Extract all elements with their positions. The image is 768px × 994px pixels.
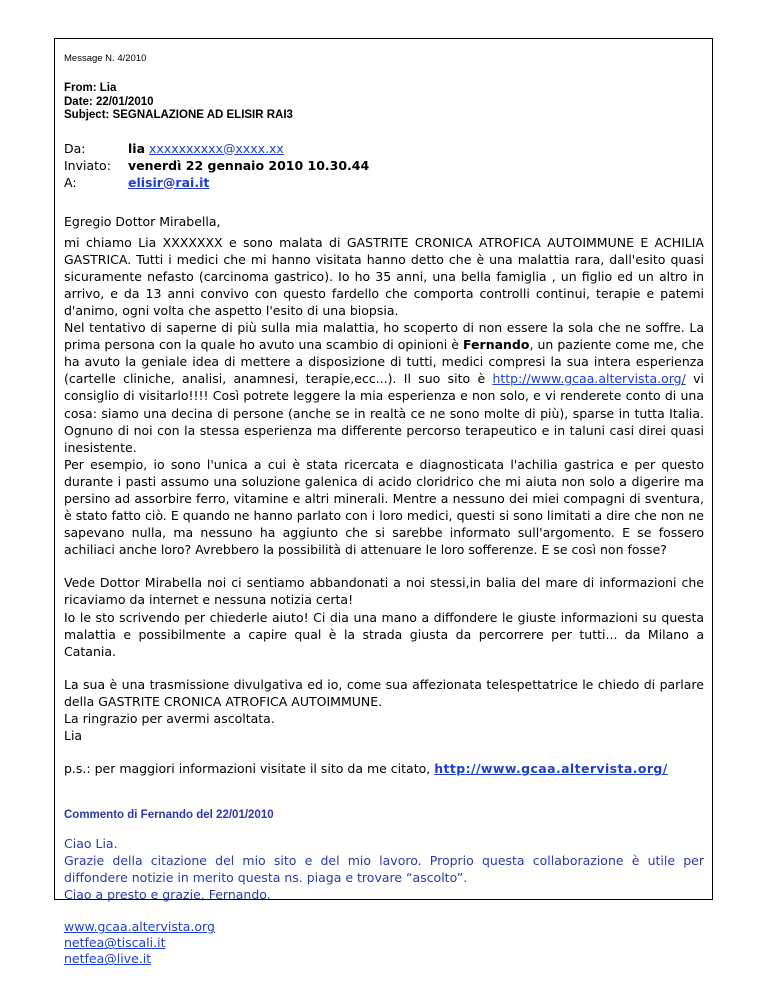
message-header — [64, 82, 704, 123]
letter-greeting: Egregio Dottor Mirabella, — [64, 213, 221, 229]
live-email-link[interactable]: netfea@live.it — [64, 951, 152, 967]
meta-value-to — [128, 174, 369, 191]
meta-label-sent: Inviato: — [64, 157, 111, 173]
meta-label-to: A: — [64, 174, 77, 190]
message-content — [64, 53, 704, 967]
comment-line-2: Grazie della citazione del mio sito e del mio lavoro. Proprio questa collaborazione è utile per diffondere notizie in merito questa ns. piaga e trovare “ascolto”. — [64, 853, 704, 886]
comment-line-1: Ciao Lia. — [64, 836, 118, 852]
recipient-email-link[interactable]: elisir@rai.it — [128, 174, 210, 190]
fernando-name: Fernando — [463, 337, 530, 353]
message-number: Message N. 4/2010 — [64, 53, 147, 64]
meta-value-sent: venerdì 22 gennaio 2010 10.30.44 — [128, 157, 370, 173]
p1b-text-pre: Nel tentativo di saperne di più sulla mia malattia, ho scoperto di non essere la sola che ne soffre. La prima persona con la quale ho avuto una scambio di opinioni è — [64, 320, 704, 353]
ps-text: p.s.: per maggiori informazioni visitate il sito da me citato, — [64, 761, 435, 777]
letter-paragraph-1 — [64, 234, 704, 559]
sender-name: lia — [128, 140, 146, 156]
meta-row-to — [64, 174, 369, 191]
gcaa-site-link[interactable]: http://www.gcaa.altervista.org/ — [492, 371, 686, 387]
letter-paragraph-3 — [64, 676, 704, 744]
letter-body — [64, 213, 704, 778]
gcaa-website-link[interactable]: www.gcaa.altervista.org — [64, 919, 215, 935]
tiscali-email-link[interactable]: netfea@tiscali.it — [64, 935, 166, 951]
p1b-text-post: vi consiglio di visitarlo!!!! Così potrete leggere la mia esperienza e non solo, e vi renderete conto di una cosa: siamo una decina di persone (anche se in realtà ce ne sono molte di più), sparse in tutta Italia. Ognuno di noi con la stessa esperienza ma differente percorso terapeutico e in taluni casi direi quasi inesistente. — [64, 371, 704, 455]
header-date: Date: 22/01/2010 — [64, 95, 154, 108]
letter-paragraph-2 — [64, 574, 704, 659]
comment-body — [64, 835, 704, 903]
letter-p3-b: La ringrazio per avermi ascoltata. — [64, 711, 275, 727]
letter-postscript — [64, 760, 704, 777]
letter-p2-b: Io le sto scrivendo per chiederle aiuto! Ci dia una mano a diffondere le giuste informazioni su questa malattia e possibilmente a capire qual è la strada giusta da percorrere per tutti... da Milano a Catania. — [64, 609, 704, 659]
header-from: From: Lia — [64, 82, 117, 94]
letter-p1-a: mi chiamo Lia XXXXXXX e sono malata di GASTRITE CRONICA ATROFICA AUTOIMMUNE E ACHILIA GASTRICA. Tutti i medici che mi hanno visitata hanno detto che è una malattia rara, dall'esito quasi sicuramente nefasto (carcinoma gastrico). Io ho 35 anni, una bella famiglia , un figlio ed un altro in arrivo, e da 13 anni convivo con questo fardello che comporta controlli continui, terapie e patemi d'animo, ogni volta che aspetto l'esito di una biopsia. — [64, 234, 704, 318]
p1b-text-mid: , un paziente come me, che ha avuto la geniale idea di mettere a disposizione di tutti, medici compresi la sua intera esperienza (cartelle cliniche, analisi, anamnesi, terapie,ecc...). Il suo sito è — [64, 337, 704, 387]
letter-signature: Lia — [64, 728, 83, 744]
letter-p1-c: Per esempio, io sono l'unica a cui è stata ricercata e diagnosticata l'achilia gastrica e per questo durante i pasti assumo una soluzione galenica di acido cloridrico che mi aiuta non solo a digerire ma persino ad assorbire ferro, vitamine e altri minerali. Mentre a nessuno dei miei compagni di sventura, è stato fatto ciò. E quando ne hanno parlato con i loro medici, questi si sono limitati a dire che non ne sapevano nulla, ma nessuno ha aggiunto che si sarebbe informato sull'argomento. E se fossero achiliaci anche loro? Avrebbero la possibilità di attenuare le loro sofferenze. E se così non fosse? — [64, 456, 704, 558]
ps-site-link[interactable]: http://www.gcaa.altervista.org/ — [434, 761, 668, 777]
letter-p1-b — [64, 319, 704, 456]
header-subject: Subject: SEGNALAZIONE AD ELISIR RAI3 — [64, 109, 293, 121]
sender-email-link[interactable]: xxxxxxxxxx@xxxx.xx — [149, 140, 284, 156]
email-meta-table — [64, 140, 369, 191]
letter-p2-a: Vede Dottor Mirabella noi ci sentiamo abbandonati a noi stessi,in balia del mare di informazioni che ricaviamo da internet e nessuna notizia certa! — [64, 575, 704, 608]
meta-label-from: Da: — [64, 140, 86, 156]
comment-line-3: Ciao a presto e grazie, Fernando. — [64, 887, 271, 903]
meta-row-from — [64, 140, 369, 157]
message-frame — [54, 38, 713, 967]
meta-value-from — [128, 140, 369, 157]
comment-links — [64, 919, 704, 967]
comment-title: Commento di Fernando del 22/01/2010 — [64, 809, 274, 822]
meta-row-sent — [64, 157, 369, 174]
letter-p3-a: La sua è una trasmissione divulgativa ed io, come sua affezionata telespettatrice le chiedo di parlare della GASTRITE CRONICA ATROFICA AUTOIMMUNE. — [64, 676, 704, 709]
